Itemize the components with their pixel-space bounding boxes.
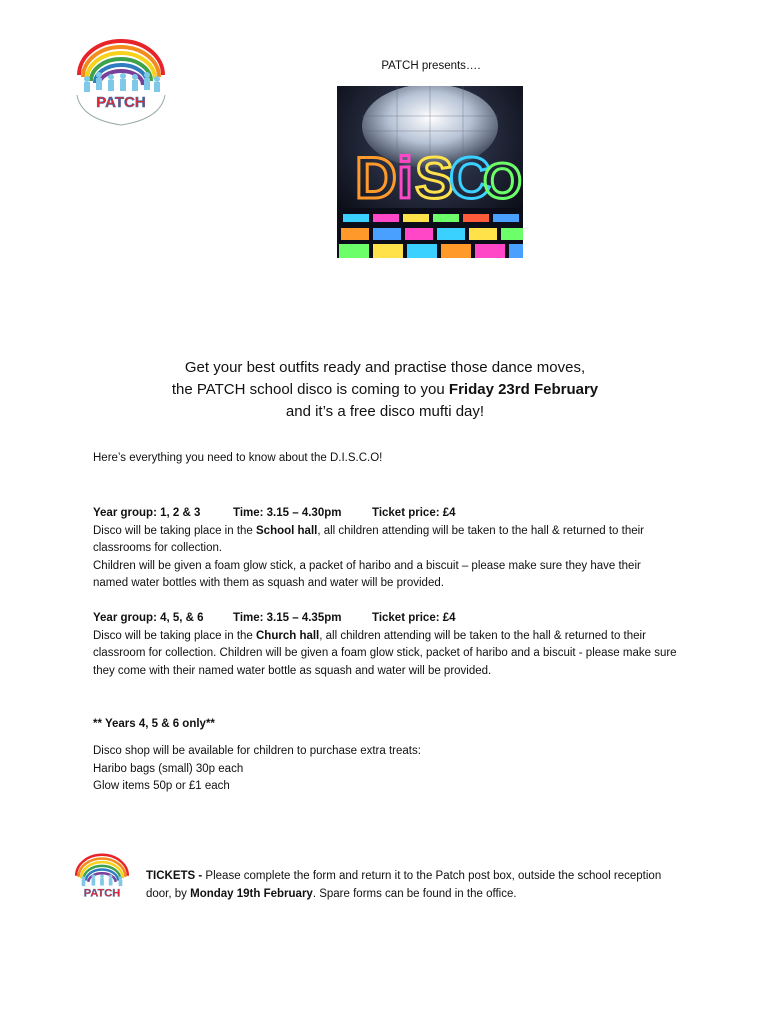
tickets-text: Please complete the form and return it to the Patch post box, outside the school reception door, by	[146, 870, 662, 900]
group-2-year: Year group: 4, 5, & 6	[93, 612, 204, 624]
group-1-year: Year group: 1, 2 & 3	[93, 507, 201, 519]
group-2-location-text	[93, 628, 678, 681]
group-1-p1-post: , all children attending will be taken to the hall & returned to their classrooms for collection.	[93, 524, 645, 555]
group-2-price: Ticket price: £4	[372, 612, 456, 624]
shop-item-haribo: Haribo bags (small) 30p each	[93, 762, 244, 775]
svg-text:PATCH: PATCH	[83, 887, 121, 900]
group-1-location-text	[93, 523, 678, 558]
group-2-time: Time: 3.15 – 4.35pm	[233, 612, 342, 624]
svg-text:PATCH: PATCH	[96, 94, 146, 111]
group-1-gifts-text: Children will be given a foam glow stick, a packet of haribo and a biscuit – please make sure they have their named water bottles with them as squash and water will be provided.	[93, 559, 641, 590]
headline	[60, 357, 710, 423]
shop-section	[93, 743, 678, 796]
group-1-p1-pre: Disco will be taking place in the	[93, 524, 256, 537]
tickets-deadline: Monday 19th February	[190, 887, 313, 900]
headline-line-3: and it’s a free disco mufti day!	[285, 403, 485, 420]
disco-ball-image	[337, 86, 523, 258]
event-date: Friday 23rd February	[448, 381, 599, 398]
group-2-header	[93, 610, 678, 628]
presents-line: PATCH presents….	[381, 60, 481, 72]
group-2-p1-pre: Disco will be taking place in the	[93, 629, 256, 642]
svg-text:i: i	[397, 146, 414, 211]
patch-logo-small	[70, 851, 134, 909]
group-1-header	[93, 505, 678, 523]
headline-line-2-text: the PATCH school disco is coming to you	[171, 381, 449, 398]
svg-text:C: C	[449, 146, 491, 211]
headline-line-1: Get your best outfits ready and practise those dance moves,	[184, 359, 586, 376]
svg-text:S: S	[415, 146, 454, 211]
group-1-section	[93, 505, 678, 593]
shop-intro: Disco shop will be available for children to purchase extra treats:	[93, 745, 421, 757]
group-2-section	[93, 610, 678, 680]
group-1-venue: School hall	[256, 524, 318, 537]
shop-item-glow: Glow items 50p or £1 each	[93, 780, 230, 793]
group-1-price: Ticket price: £4	[372, 507, 456, 519]
group-2-venue: Church hall	[256, 629, 320, 642]
tickets-section	[146, 868, 686, 903]
tickets-text-end: . Spare forms can be found in the office.	[312, 887, 517, 900]
group-1-time: Time: 3.15 – 4.30pm	[233, 507, 342, 519]
intro-text: Here’s everything you need to know about the D.I.S.C.O!	[93, 452, 383, 464]
svg-text:D: D	[355, 146, 397, 211]
svg-text:O: O	[483, 153, 522, 209]
headline-line-2	[60, 379, 710, 401]
group-2-p1-post: , all children attending will be taken to the hall & returned to their classroom for collection. Children will be given a foam glow stick, packet of haribo and a biscuit - please make sure they come with their named water bottle as squash and water will be provided.	[93, 629, 677, 677]
tickets-label: TICKETS -	[146, 870, 206, 882]
years-note: ** Years 4, 5 & 6 only**	[93, 718, 215, 730]
patch-logo	[69, 35, 173, 129]
